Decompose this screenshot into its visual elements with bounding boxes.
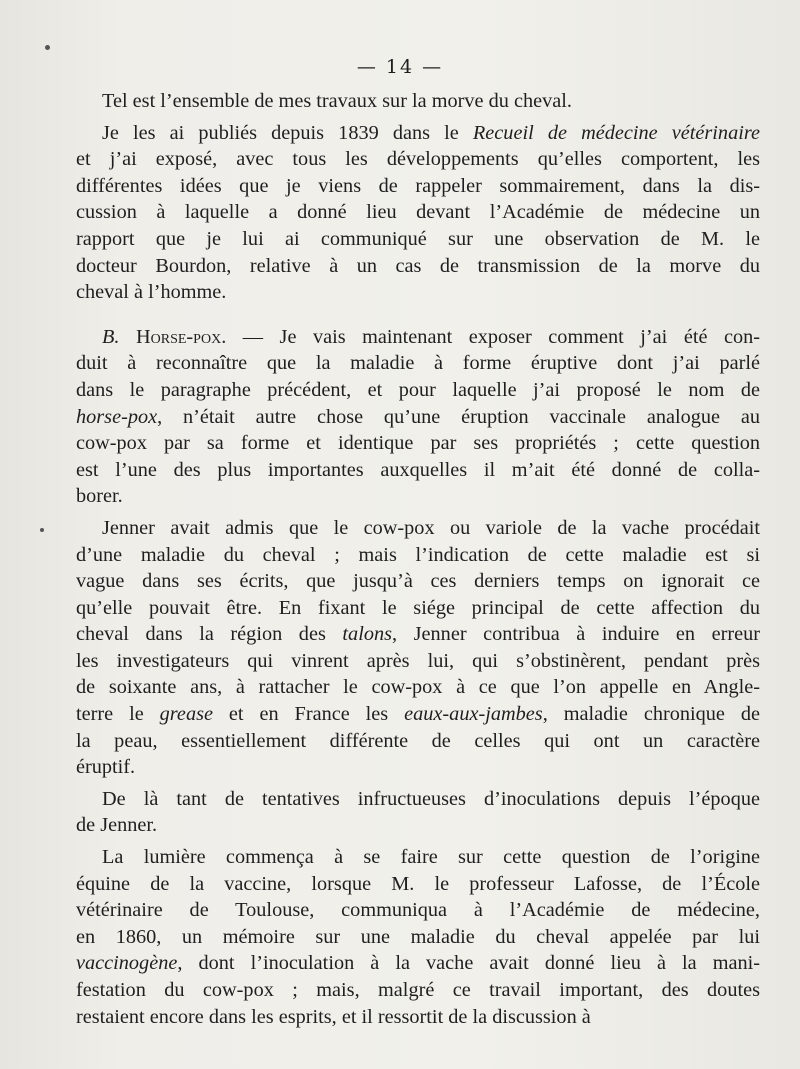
text-run: cussion à laquelle a donné lieu devant l’Académie de médecine un bbox=[76, 201, 760, 224]
text-run: cheval dans la région des bbox=[76, 623, 343, 646]
text-run: en 1860, un mémoire sur une maladie du cheval appelée par lui bbox=[76, 925, 760, 948]
text-line bbox=[76, 120, 760, 147]
text-run: et j’ai exposé, avec tous les développements qu’elles comportent, les bbox=[76, 148, 760, 171]
text-run: duit à reconnaître que la maladie à forme éruptive dont j’ai parlé bbox=[76, 352, 760, 375]
text-line bbox=[76, 701, 760, 728]
italic-text: grease bbox=[159, 703, 213, 726]
text-run: , Jenner contribua à induire en erreur bbox=[392, 623, 760, 646]
text-run: restaient encore dans les esprits, et il ressortit de la discussion à bbox=[76, 1005, 591, 1028]
text-line bbox=[76, 350, 760, 377]
text-line bbox=[76, 483, 760, 510]
text-run: la peau, essentiellement différente de celles qui ont un caractère bbox=[76, 729, 760, 752]
text-line bbox=[76, 871, 760, 898]
text-line bbox=[76, 621, 760, 648]
text-run: Tel est l’ensemble de mes travaux sur la morve du cheval. bbox=[102, 90, 572, 112]
ink-speck bbox=[45, 45, 50, 50]
text-run: Jenner avait admis que le cow-pox ou variole de la vache procédait bbox=[102, 516, 760, 539]
text-run: d’une maladie du cheval ; mais l’indication de cette maladie est si bbox=[76, 543, 760, 566]
text-run bbox=[119, 326, 136, 348]
text-run: et en France les bbox=[212, 703, 405, 726]
italic-text: eaux-aux-jambes bbox=[404, 703, 543, 726]
text-run: festation du cow-pox ; mais, malgré ce travail important, des doutes bbox=[76, 979, 760, 1001]
text-run: vétérinaire de Toulouse, communiqua à l’Académie de médecine, bbox=[76, 899, 760, 922]
text-line bbox=[76, 515, 760, 542]
text-line bbox=[76, 924, 760, 951]
text-run: terre le bbox=[76, 703, 160, 726]
text-line bbox=[76, 430, 760, 457]
paragraph bbox=[76, 120, 760, 306]
text-line bbox=[76, 977, 760, 1004]
paragraph bbox=[76, 844, 760, 1030]
italic-text: talons bbox=[342, 623, 393, 646]
text-run: , dont l’inoculation à la vache avait donné lieu à la mani- bbox=[177, 952, 760, 975]
text-run: équine de la vaccine, lorsque M. le professeur Lafosse, de l’École bbox=[76, 872, 760, 895]
page-number: — 14 — bbox=[356, 56, 444, 78]
text-run: de soixante ans, à rattacher le cow-pox à ce que l’on appelle en Angle- bbox=[76, 676, 760, 699]
text-line bbox=[76, 568, 760, 595]
text-run: , n’était autre chose qu’une éruption vaccinale analogue au bbox=[157, 405, 760, 428]
paragraph-gap bbox=[76, 306, 760, 324]
text-run: éruptif. bbox=[76, 756, 136, 779]
text-line bbox=[76, 457, 760, 484]
text-run: De là tant de tentatives infructueuses d’inoculations depuis l’époque bbox=[102, 787, 760, 810]
text-line bbox=[76, 950, 760, 977]
text-line bbox=[76, 812, 760, 839]
body-text bbox=[76, 88, 760, 1030]
text-run: . — Je vais maintenant exposer comment j’ai été con- bbox=[221, 325, 760, 348]
text-run: cheval à l’homme. bbox=[76, 281, 227, 304]
text-run: docteur Bourdon, relative à un cas de transmission de la morve du bbox=[76, 254, 760, 277]
text-line bbox=[76, 199, 760, 226]
italic-text: B. bbox=[102, 325, 120, 348]
text-line bbox=[76, 404, 760, 431]
paragraph bbox=[76, 786, 760, 839]
text-run: borer. bbox=[76, 485, 123, 508]
text-run: vague dans ses écrits, que jusqu’à ces derniers temps on ignorait ce bbox=[76, 570, 760, 593]
text-line bbox=[76, 728, 760, 755]
paragraph bbox=[76, 324, 760, 510]
text-line bbox=[76, 173, 760, 200]
text-line bbox=[76, 253, 760, 280]
italic-text: horse-pox bbox=[76, 405, 158, 428]
text-run: les investigateurs qui vinrent après lui, qui s’obstinèrent, pendant près bbox=[76, 649, 760, 672]
text-line bbox=[76, 377, 760, 404]
paragraph bbox=[76, 515, 760, 781]
text-run: est l’une des plus importantes auxquelles il m’ait été donné de colla- bbox=[76, 458, 760, 481]
ink-speck bbox=[40, 528, 44, 532]
text-run: La lumière commença à se faire sur cette question de l’origine bbox=[102, 846, 760, 869]
text-line bbox=[76, 279, 760, 306]
text-line bbox=[76, 88, 760, 115]
text-run: , maladie chronique de bbox=[542, 703, 760, 726]
text-run: de Jenner. bbox=[76, 814, 158, 837]
text-line bbox=[76, 897, 760, 924]
text-line bbox=[76, 324, 760, 351]
small-caps-heading: Horse-pox bbox=[135, 325, 222, 348]
text-run: qu’elle pouvait être. En fixant le siége principal de cette affection du bbox=[76, 596, 760, 619]
text-line bbox=[76, 542, 760, 569]
text-line bbox=[76, 648, 760, 675]
text-run: rapport que je lui ai communiqué sur une observation de M. le bbox=[76, 227, 760, 250]
text-run: dans le paragraphe précédent, et pour laquelle j’ai proposé le nom de bbox=[76, 378, 760, 401]
text-line bbox=[76, 844, 760, 871]
paragraph bbox=[76, 88, 760, 115]
text-run: Je les ai publiés depuis 1839 dans le bbox=[102, 121, 473, 144]
italic-text: vaccinogène bbox=[76, 952, 178, 975]
text-line bbox=[76, 226, 760, 253]
text-line bbox=[76, 595, 760, 622]
text-run: différentes idées que je viens de rappeler sommairement, dans la dis- bbox=[76, 174, 760, 197]
text-line bbox=[76, 786, 760, 813]
text-run: cow-pox par sa forme et identique par ses propriétés ; cette question bbox=[76, 432, 760, 455]
text-line bbox=[76, 1004, 760, 1031]
text-line bbox=[76, 754, 760, 781]
italic-text: Recueil de médecine vétérinaire bbox=[472, 121, 760, 144]
text-line bbox=[76, 674, 760, 701]
text-line bbox=[76, 146, 760, 173]
